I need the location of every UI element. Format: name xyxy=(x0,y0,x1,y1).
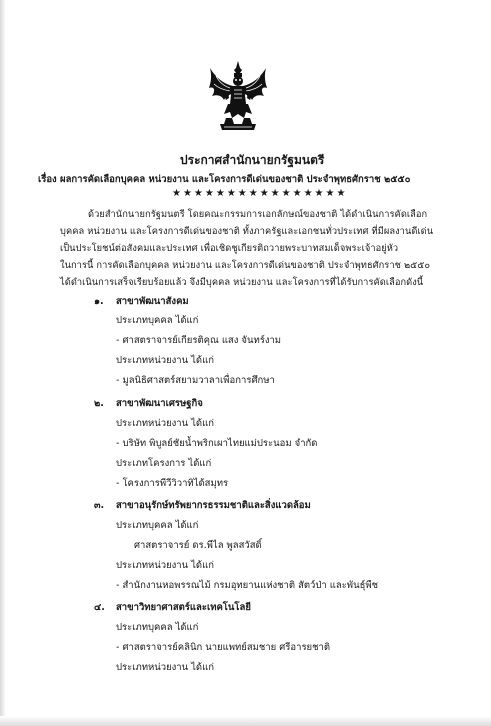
category-label: ประเภทหน่วยงาน ได้แก่ xyxy=(116,560,214,571)
awardee-item: - ศาสตราจารย์เกียรติคุณ แสง จันทร์งาม xyxy=(116,335,282,346)
section-number: ๓. xyxy=(94,500,105,511)
announcement-subject: เรื่อง ผลการคัดเลือกบุคคล หน่วยงาน และโครงการดีเด่นของชาติ ประจำพุทธศักราช ๒๕๕๐ xyxy=(38,174,411,185)
garuda-emblem-icon xyxy=(206,60,270,132)
category-label: ประเภทบุคคล ได้แก่ xyxy=(116,520,199,531)
body-line: บุคคล หน่วยงาน และโครงการดีเด่นของชาติ ทั้งภาครัฐและเอกชนทั่วประเทศ ที่มีผลงานดีเด่น xyxy=(60,226,434,237)
section-heading: สาขาพัฒนาเศรษฐกิจ xyxy=(116,398,203,409)
section-number: ๔. xyxy=(94,602,105,613)
section-number: ๑. xyxy=(94,296,104,307)
awardee-item: - สำนักงานหอพรรณไม้ กรมอุทยานแห่งชาติ สัตว์ป่า และพันธุ์พืช xyxy=(116,580,379,591)
awardee-item: - โครงการพีวีวิวาทิได้สมุทร xyxy=(116,478,229,489)
body-line: เป็นประโยชน์ต่อสังคมและประเทศ เพื่อเชิดชูเกียรติถวายพระบาทสมเด็จพระเจ้าอยู่หัว xyxy=(60,243,399,254)
section-number: ๒. xyxy=(94,398,104,409)
category-label: ประเภทหน่วยงาน ได้แก่ xyxy=(116,662,214,673)
category-label: ประเภทบุคคล ได้แก่ xyxy=(116,315,199,326)
scan-edge-left xyxy=(0,0,6,726)
awardee-item: - บริษัท พิบูลย์ชัยน้ำพริกเผาไทยแม่ประนอม จำกัด xyxy=(116,438,318,449)
awardee-item: - ศาสตราจารย์คลินิก นายแพทย์สมชาย ศรีอารยชาติ xyxy=(116,642,331,653)
announcement-title: ประกาศสำนักนายกรัฐมนตรี xyxy=(180,153,325,167)
section-heading: สาขาอนุรักษ์ทรัพยากรธรรมชาติและสิ่งแวดล้อม xyxy=(116,500,311,511)
body-line: ด้วยสำนักนายกรัฐมนตรี โดยคณะกรรมการเอกลักษณ์ของชาติ ได้ดำเนินการคัดเลือก xyxy=(88,209,428,220)
star-separator: ★★★★★★★★★★★★★★★★ xyxy=(172,188,348,199)
category-label: ประเภทหน่วยงาน ได้แก่ xyxy=(116,355,214,366)
category-label: ประเภทโครงการ ได้แก่ xyxy=(116,458,212,469)
body-line: ในการนี้ การคัดเลือกบุคคล หน่วยงาน และโครงการดีเด่นของชาติ ประจำพุทธศักราช ๒๕๕๐ xyxy=(60,260,431,271)
category-label: ประเภทบุคคล ได้แก่ xyxy=(116,622,199,633)
section-heading: สาขาวิทยาศาสตร์และเทคโนโลยี xyxy=(116,602,251,613)
section-heading: สาขาพัฒนาสังคม xyxy=(116,296,189,307)
category-label: ประเภทหน่วยงาน ได้แก่ xyxy=(116,418,214,429)
awardee-item: - มูลนิธิศาสตร์สยามวาลาเพื่อการศึกษา xyxy=(116,375,275,386)
scan-edge-bottom xyxy=(0,716,491,726)
awardee-item: ศาสตราจารย์ ดร.พีไล พูลสวัสดิ์ xyxy=(134,540,262,551)
body-line: ได้ดำเนินการเสร็จเรียบร้อยแล้ว จึงมีบุคคล หน่วยงาน และโครงการที่ได้รับการคัดเลือกดังนี้ xyxy=(60,277,424,288)
